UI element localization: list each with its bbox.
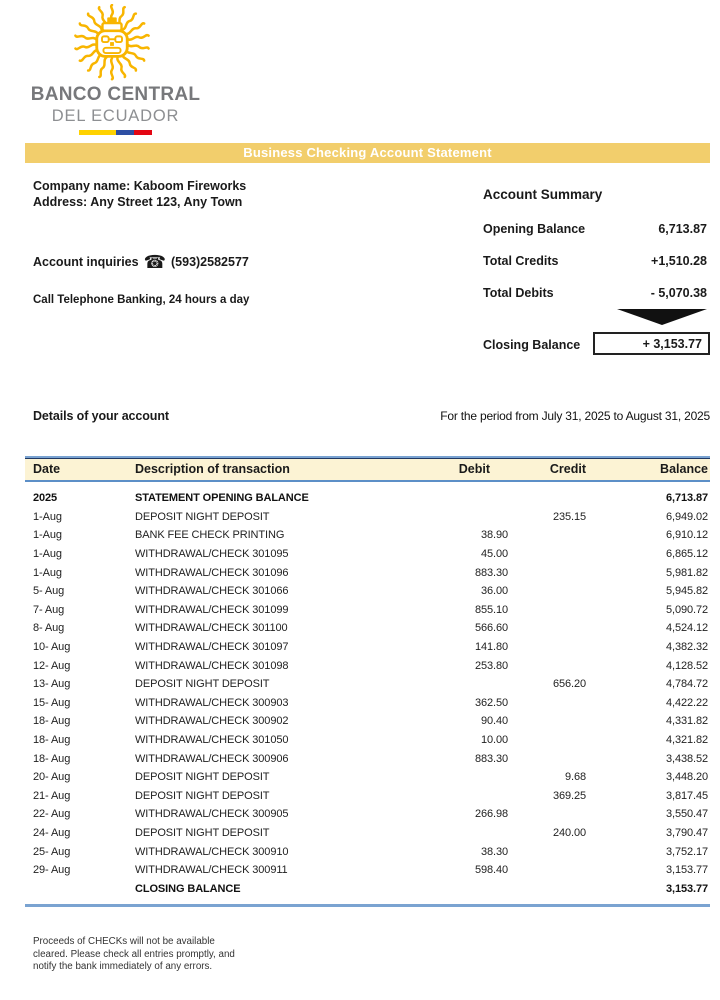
cell-desc: DEPOSIT NIGHT DEPOSIT (135, 789, 270, 802)
cell-date: 22- Aug (33, 808, 71, 821)
cell-desc: WITHDRAWAL/CHECK 301098 (135, 659, 289, 672)
cell-date: 24- Aug (33, 826, 71, 839)
cell-desc: CLOSING BALANCE (135, 882, 241, 895)
summary-label: Opening Balance (483, 222, 586, 236)
table-header-row (25, 456, 710, 482)
address-line: Address: Any Street 123, Any Town (33, 195, 243, 209)
cell-date: 25- Aug (33, 845, 71, 858)
cell-date: 18- Aug (33, 715, 71, 728)
cell-debit: 45.00 (480, 548, 508, 561)
table-row (25, 563, 710, 582)
details-title: Details of your account (33, 409, 169, 423)
table-body (25, 482, 710, 907)
cell-desc: WITHDRAWAL/CHECK 301096 (135, 566, 289, 579)
cell-date: 15- Aug (33, 696, 71, 709)
cell-debit: 38.30 (480, 845, 508, 858)
column-header-credit: Credit (549, 462, 586, 476)
cell-debit: 855.10 (474, 603, 508, 616)
ecuador-flag-stripe (79, 130, 152, 135)
inti-sun-icon (56, 4, 168, 84)
cell-balance: 5,090.72 (665, 603, 708, 616)
table-row (25, 712, 710, 731)
table-row (25, 508, 710, 527)
cell-balance: 6,949.02 (665, 510, 708, 523)
summary-value: 6,713.87 (658, 222, 707, 236)
cell-desc: DEPOSIT NIGHT DEPOSIT (135, 678, 270, 691)
cell-balance: 4,784.72 (665, 678, 708, 691)
cell-date: 21- Aug (33, 789, 71, 802)
cell-balance: 4,128.52 (665, 659, 708, 672)
cell-credit: 369.25 (552, 789, 586, 802)
column-header-date: Date (33, 462, 61, 476)
summary-label: Total Debits (483, 286, 554, 300)
cell-balance: 5,981.82 (665, 566, 708, 579)
summary-row-opening-balance (483, 222, 707, 236)
company-name-line: Company name: Kaboom Fireworks (33, 179, 247, 193)
closing-balance-box: + 3,153.77 (593, 332, 710, 355)
cell-debit: 38.90 (480, 529, 508, 542)
column-header-debit: Debit (458, 462, 490, 476)
account-inquiries-line (33, 252, 249, 273)
table-row (25, 824, 710, 843)
down-arrow-icon (617, 309, 707, 325)
column-header-balance: Balance (660, 462, 708, 476)
cell-date: 5- Aug (33, 585, 65, 598)
summary-label: Total Credits (483, 254, 559, 268)
cell-date: 18- Aug (33, 734, 71, 747)
cell-desc: DEPOSIT NIGHT DEPOSIT (135, 771, 270, 784)
cell-date: 12- Aug (33, 659, 71, 672)
cell-desc: DEPOSIT NIGHT DEPOSIT (135, 826, 270, 839)
cell-date: 29- Aug (33, 864, 71, 877)
cell-balance: 5,945.82 (665, 585, 708, 598)
table-row (25, 731, 710, 750)
cell-desc: DEPOSIT NIGHT DEPOSIT (135, 510, 270, 523)
table-row (25, 749, 710, 768)
table-row (25, 619, 710, 638)
table-row (25, 601, 710, 620)
cell-balance: 4,382.32 (665, 641, 708, 654)
cell-debit: 266.98 (474, 808, 508, 821)
flag-red-band (134, 130, 152, 135)
transactions-table (25, 456, 710, 907)
cell-desc: WITHDRAWAL/CHECK 301050 (135, 734, 289, 747)
flag-yellow-band (79, 130, 116, 135)
cell-date: 2025 (33, 492, 58, 505)
cell-balance: 6,865.12 (665, 548, 708, 561)
cell-desc: WITHDRAWAL/CHECK 300911 (135, 864, 288, 877)
cell-debit: 598.40 (474, 864, 508, 877)
cell-date: 1-Aug (33, 548, 62, 561)
cell-date: 1-Aug (33, 529, 62, 542)
cell-debit: 566.60 (474, 622, 508, 635)
cell-credit: 235.15 (552, 510, 586, 523)
cell-desc: WITHDRAWAL/CHECK 301066 (135, 585, 289, 598)
cell-desc: WITHDRAWAL/CHECK 300910 (135, 845, 289, 858)
cell-desc: WITHDRAWAL/CHECK 300902 (135, 715, 289, 728)
table-row (25, 805, 710, 824)
cell-desc: WITHDRAWAL/CHECK 301097 (135, 641, 289, 654)
cell-balance: 6,910.12 (665, 529, 708, 542)
cell-date: 7- Aug (33, 603, 65, 616)
summary-row-total-debits (483, 286, 707, 300)
cell-balance: 4,331.82 (665, 715, 708, 728)
cell-balance: 4,524.12 (665, 622, 708, 635)
cell-desc: WITHDRAWAL/CHECK 300905 (135, 808, 289, 821)
table-row (25, 787, 710, 806)
cell-debit: 10.00 (480, 734, 508, 747)
cell-balance: 3,817.45 (665, 789, 708, 802)
cell-balance: 3,752.17 (665, 845, 708, 858)
flag-blue-band (116, 130, 134, 135)
customer-info (33, 178, 246, 210)
table-row (25, 545, 710, 564)
cell-balance: 6,713.87 (665, 492, 708, 505)
table-row (25, 842, 710, 861)
cell-debit: 883.30 (474, 566, 508, 579)
cell-debit: 36.00 (480, 585, 508, 598)
table-row (25, 768, 710, 787)
cell-desc: WITHDRAWAL/CHECK 300903 (135, 696, 289, 709)
statement-period: For the period from July 31, 2025 to August 31, 2025 (440, 409, 710, 423)
account-summary-title: Account Summary (483, 187, 603, 202)
closing-balance-label: Closing Balance (483, 338, 581, 352)
cell-desc: WITHDRAWAL/CHECK 300906 (135, 752, 289, 765)
cell-desc: BANK FEE CHECK PRINTING (135, 529, 285, 542)
cell-debit: 362.50 (474, 696, 508, 709)
cell-desc: WITHDRAWAL/CHECK 301095 (135, 548, 289, 561)
bank-logo-text (23, 84, 208, 135)
table-row (25, 675, 710, 694)
cell-desc: WITHDRAWAL/CHECK 301099 (135, 603, 289, 616)
cell-date: 1-Aug (33, 510, 62, 523)
phone-icon: ☎ (143, 252, 166, 272)
cell-date: 10- Aug (33, 641, 71, 654)
statement-title-banner: Business Checking Account Statement (25, 143, 710, 163)
cell-balance: 3,790.47 (665, 826, 708, 839)
cell-date: 13- Aug (33, 678, 71, 691)
table-row (25, 694, 710, 713)
summary-row-total-credits (483, 254, 707, 268)
inquiries-label: Account inquiries (33, 255, 139, 269)
footer-notice (33, 936, 235, 974)
table-row (25, 489, 710, 508)
cell-balance: 3,153.77 (665, 864, 708, 877)
column-header-description: Description of transaction (135, 462, 290, 476)
cell-debit: 141.80 (474, 641, 508, 654)
cell-balance: 3,153.77 (665, 882, 708, 895)
cell-credit: 240.00 (552, 826, 586, 839)
bank-name-line2: DEL ECUADOR (51, 107, 180, 125)
table-row (25, 582, 710, 601)
cell-debit: 883.30 (474, 752, 508, 765)
cell-date: 18- Aug (33, 752, 71, 765)
table-row (25, 861, 710, 880)
cell-debit: 90.40 (480, 715, 508, 728)
cell-date: 20- Aug (33, 771, 71, 784)
cell-balance: 4,321.82 (665, 734, 708, 747)
cell-balance: 3,550.47 (665, 808, 708, 821)
cell-credit: 656.20 (552, 678, 586, 691)
cell-balance: 4,422.22 (665, 696, 708, 709)
cell-balance: 3,448.20 (665, 771, 708, 784)
cell-desc: WITHDRAWAL/CHECK 301100 (135, 622, 288, 635)
cell-date: 8- Aug (33, 622, 65, 635)
table-row (25, 526, 710, 545)
cell-credit: 9.68 (564, 771, 586, 784)
footer-line: cleared. Please check all entries promptly, and (33, 948, 235, 960)
cell-debit: 253.80 (474, 659, 508, 672)
cell-date: 1-Aug (33, 566, 62, 579)
bank-name-line1: BANCO CENTRAL (30, 84, 201, 105)
table-row (25, 638, 710, 657)
telephone-banking-line: Call Telephone Banking, 24 hours a day (33, 294, 250, 306)
cell-desc: STATEMENT OPENING BALANCE (135, 492, 309, 505)
footer-line: Proceeds of CHECKs will not be available (33, 936, 215, 947)
table-row (25, 656, 710, 675)
cell-balance: 3,438.52 (665, 752, 708, 765)
phone-number: (593)2582577 (171, 255, 249, 269)
footer-line: notify the bank immediately of any errors. (33, 961, 213, 973)
table-row (25, 879, 710, 898)
summary-value: +1,510.28 (651, 254, 707, 268)
summary-value: - 5,070.38 (650, 286, 707, 300)
